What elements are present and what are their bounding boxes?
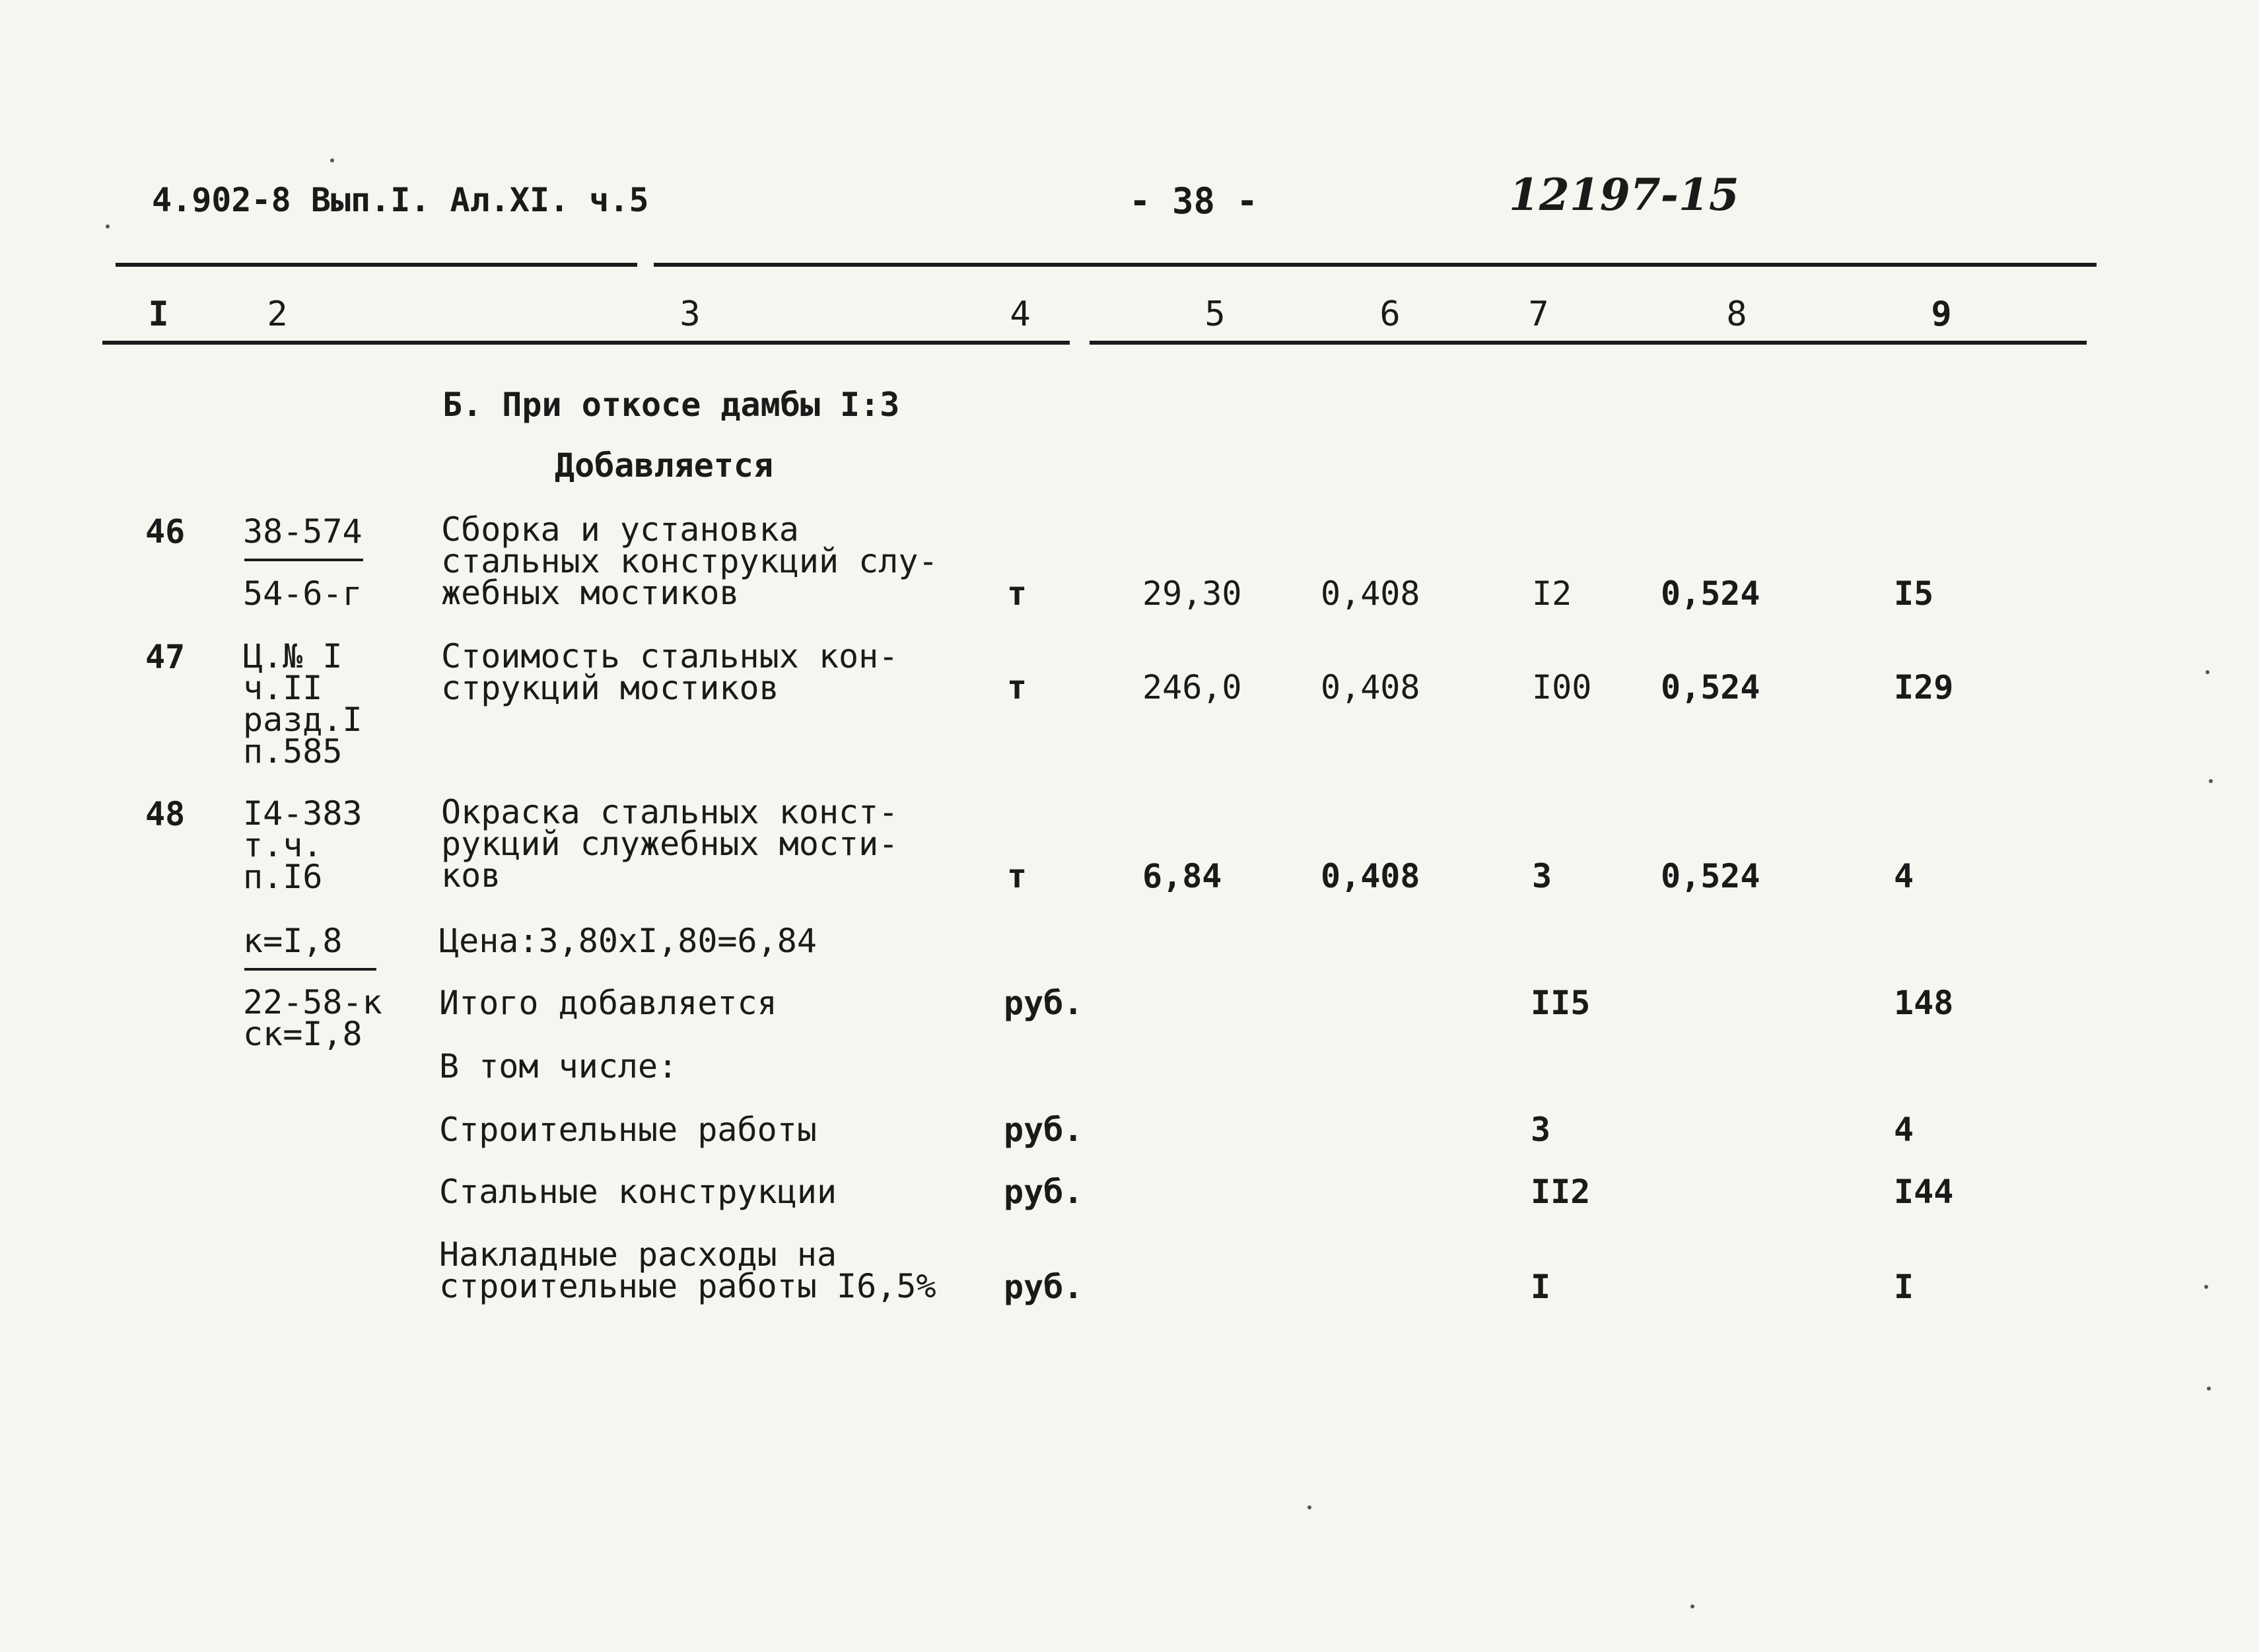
steel-structures-label: Стальные конструкции: [439, 1173, 837, 1211]
total-col9: 148: [1894, 984, 1954, 1022]
row-47-qty: 0,408: [1321, 668, 1420, 706]
column-header-5: 5: [1204, 294, 1226, 334]
header-rule-top-left: [116, 263, 637, 267]
construction-works-label: Строительные работы: [439, 1111, 817, 1149]
row-48-code: I4-383 т.ч. п.I6: [243, 794, 363, 896]
scan-speck: [330, 158, 334, 162]
header-rule-top-right: [654, 263, 2097, 267]
price-note-coefficient: к=I,8: [243, 922, 343, 960]
scan-speck: [2204, 1285, 2208, 1289]
column-header-4: 4: [1010, 294, 1031, 334]
row-47-cost: I00: [1532, 668, 1592, 706]
row-48-unit: т: [1007, 857, 1027, 895]
row-46-cost2: I5: [1894, 574, 1934, 613]
page-number: - 38 -: [1129, 180, 1259, 222]
row-48-price: 6,84: [1142, 857, 1222, 895]
construction-works-unit: руб.: [1004, 1111, 1084, 1149]
row-46-description: Сборка и установка стальных конструкций слу- жебных мостиков: [441, 510, 938, 612]
column-header-9: 9: [1931, 294, 1952, 334]
column-header-6: 6: [1379, 294, 1401, 334]
construction-works-col9: 4: [1894, 1111, 1914, 1149]
including-label: В том числе:: [439, 1047, 678, 1085]
scan-speck: [106, 224, 110, 228]
overhead-col7: I: [1531, 1268, 1551, 1306]
column-header-7: 7: [1528, 294, 1549, 334]
column-header-8: 8: [1726, 294, 1747, 334]
row-47-code: Ц.№ I ч.II разд.I п.585: [243, 637, 363, 771]
row-48-qty: 0,408: [1321, 857, 1420, 895]
scan-speck: [2206, 670, 2209, 674]
row-46-price: 29,30: [1142, 574, 1242, 613]
total-label: Итого добавляется: [439, 984, 777, 1022]
row-48-number: 48: [145, 795, 186, 833]
price-note-text: Цена:3,80хI,80=6,84: [439, 922, 817, 960]
steel-structures-col9: I44: [1894, 1173, 1954, 1211]
scan-speck: [2207, 1387, 2211, 1391]
row-47-number: 47: [145, 638, 186, 676]
row-47-description: Стоимость стальных кон- струкций мостиков: [441, 637, 899, 707]
header-rule-bottom-right: [1090, 341, 2087, 345]
overhead-unit: руб.: [1004, 1268, 1084, 1306]
subsection-title: Добавляется: [555, 446, 774, 485]
row-46-code-bottom: 54-6-г: [243, 574, 363, 613]
row-46-qty2: 0,524: [1661, 574, 1760, 613]
steel-structures-col7: II2: [1531, 1173, 1591, 1211]
section-title: Б. При откосе дамбы I:3: [442, 386, 900, 424]
row-47-cost2: I29: [1894, 668, 1954, 706]
column-header-3: 3: [679, 294, 701, 334]
document-code: 4.902-8 Вып.I. Ал.XI. ч.5: [152, 181, 649, 219]
row-47-qty2: 0,524: [1661, 668, 1760, 706]
overhead-label: Накладные расходы на строительные работы I6,5%: [439, 1235, 936, 1305]
price-note-code: 22-58-к ск=I,8: [243, 983, 382, 1053]
total-col7: II5: [1531, 984, 1591, 1022]
scan-speck: [1307, 1505, 1311, 1509]
price-note-divider: [244, 968, 376, 971]
header-rule-bottom-left: [102, 341, 1070, 345]
steel-structures-unit: руб.: [1004, 1173, 1084, 1211]
row-48-cost2: 4: [1894, 857, 1914, 895]
overhead-col9: I: [1894, 1268, 1914, 1306]
row-46-code-top: 38-574: [243, 512, 363, 551]
handwritten-number: 12197-15: [1509, 169, 1739, 221]
row-48-cost: 3: [1532, 857, 1552, 895]
total-unit: руб.: [1004, 984, 1084, 1022]
row-46-cost: I2: [1532, 574, 1572, 613]
row-48-qty2: 0,524: [1661, 857, 1760, 895]
row-46-qty: 0,408: [1321, 574, 1420, 613]
column-header-1: I: [148, 294, 169, 334]
row-46-code-divider: [244, 559, 363, 561]
row-47-unit: т: [1007, 668, 1027, 706]
row-48-description: Окраска стальных конст- рукций служебных мости- ков: [441, 793, 899, 895]
column-header-2: 2: [267, 294, 288, 334]
row-46-number: 46: [145, 512, 186, 551]
row-47-price: 246,0: [1142, 668, 1242, 706]
scan-speck: [1690, 1604, 1694, 1608]
construction-works-col7: 3: [1531, 1111, 1551, 1149]
row-46-unit: т: [1007, 574, 1027, 613]
scan-speck: [2209, 779, 2213, 783]
